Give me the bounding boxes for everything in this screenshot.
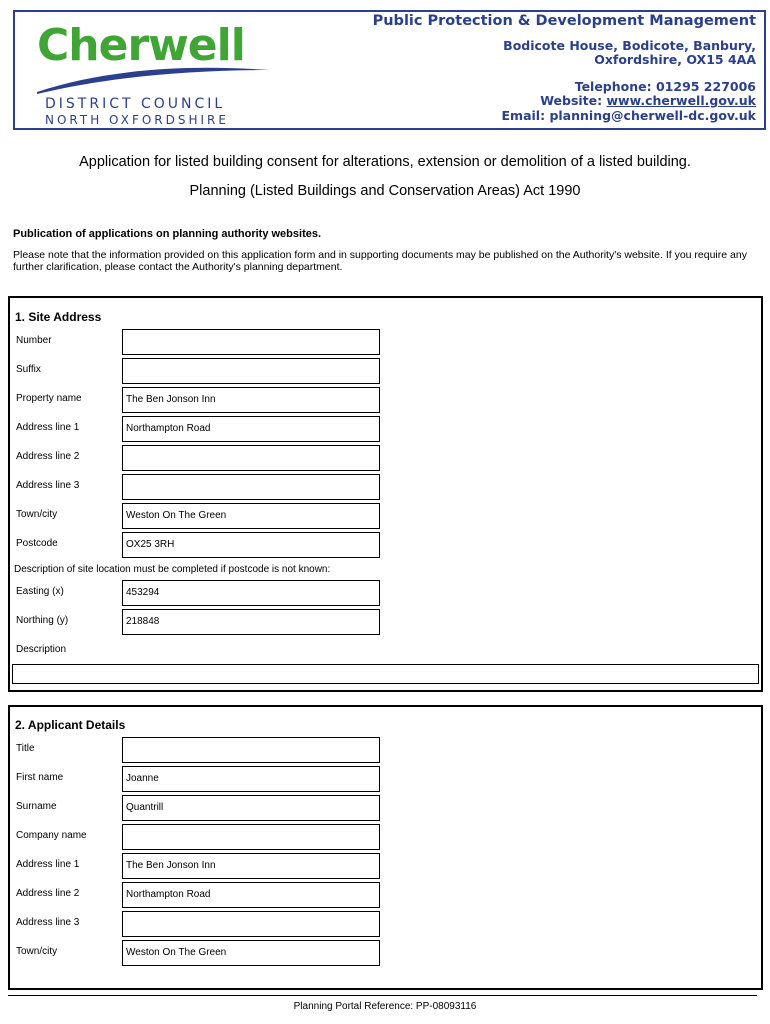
- portal-reference: Planning Portal Reference: PP-08093116: [293, 1001, 477, 1012]
- form-row-easting: [10, 580, 761, 606]
- field-label: Town/city: [16, 946, 58, 957]
- applicant-town-city-field[interactable]: Weston On The Green: [122, 940, 380, 966]
- field-label: Postcode: [16, 538, 58, 549]
- field-label: Address line 2: [16, 888, 80, 899]
- number-field[interactable]: [122, 329, 380, 355]
- form-row-number: [10, 329, 761, 355]
- easting-field[interactable]: 453294: [122, 580, 380, 606]
- footer-divider: [8, 995, 757, 996]
- logo-north-oxfordshire: NORTH OXFORDSHIRE: [45, 113, 229, 127]
- field-label: Address line 3: [16, 917, 80, 928]
- email-label: Email:: [501, 107, 550, 123]
- applicant-details-section: [8, 705, 763, 990]
- council-contact-block: [373, 14, 756, 123]
- property-name-field[interactable]: The Ben Jonson Inn: [122, 387, 380, 413]
- field-label: Easting (x): [16, 586, 64, 597]
- form-row-address-line-2: [10, 445, 761, 471]
- description-field[interactable]: [12, 664, 759, 684]
- site-address-section: [8, 296, 763, 692]
- telephone: Telephone: 01295 227006: [574, 78, 756, 94]
- website-line: [373, 94, 756, 109]
- form-row-first-name: [10, 766, 761, 792]
- field-label: Suffix: [16, 364, 41, 375]
- field-label: First name: [16, 772, 64, 783]
- form-row-town-city: [10, 940, 761, 966]
- logo-wordmark: Cherwell: [37, 20, 245, 71]
- address-line-1: Bodicote House, Bodicote, Banbury,: [503, 37, 756, 53]
- field-label: Address line 2: [16, 451, 80, 462]
- surname-field[interactable]: Quantrill: [122, 795, 380, 821]
- field-label: Address line 1: [16, 859, 80, 870]
- postcode-field[interactable]: OX25 3RH: [122, 532, 380, 558]
- form-row-northing: [10, 609, 761, 635]
- field-label: Property name: [16, 393, 82, 404]
- first-name-field[interactable]: Joanne: [122, 766, 380, 792]
- northing-field[interactable]: 218848: [122, 609, 380, 635]
- website-link[interactable]: www.cherwell.gov.uk: [606, 93, 756, 108]
- website-label: Website:: [540, 93, 607, 108]
- email-link[interactable]: planning@cherwell-dc.gov.uk: [549, 107, 756, 123]
- field-label: Town/city: [16, 509, 58, 520]
- field-label: Company name: [16, 830, 87, 841]
- logo-district-council: DISTRICT COUNCIL: [45, 96, 226, 112]
- form-row-address-line-3: [10, 474, 761, 500]
- department-name: Public Protection & Development Management: [372, 13, 756, 29]
- publication-text: Please note that the information provided on this application form and in supporting documents may be published on the Authority's website. If you require any further clarification, please contact the Authority's planning department.: [13, 249, 747, 273]
- suffix-field[interactable]: [122, 358, 380, 384]
- field-label: Title: [16, 743, 35, 754]
- form-row-postcode: [10, 532, 761, 558]
- town-city-field[interactable]: Weston On The Green: [122, 503, 380, 529]
- header-banner: [13, 10, 766, 130]
- logo-swoosh-icon: [33, 62, 273, 98]
- form-row-address-line-1: [10, 853, 761, 879]
- form-row-suffix: [10, 358, 761, 384]
- form-subtitle: Planning (Listed Buildings and Conservation Areas) Act 1990: [189, 183, 581, 199]
- field-label: Address line 1: [16, 422, 80, 433]
- form-row-title: [10, 737, 761, 763]
- applicant-address-line-2-field[interactable]: Northampton Road: [122, 882, 380, 908]
- form-row-address-line-1: [10, 416, 761, 442]
- field-label: Number: [16, 335, 52, 346]
- form-row-town-city: [10, 503, 761, 529]
- description-label: Description: [16, 644, 67, 655]
- form-row-property-name: [10, 387, 761, 413]
- field-label: Address line 3: [16, 480, 80, 491]
- field-label: Northing (y): [16, 615, 69, 626]
- section-heading: 2. Applicant Details: [15, 718, 126, 732]
- field-label: Surname: [16, 801, 57, 812]
- applicant-address-line-3-field[interactable]: [122, 911, 380, 937]
- form-row-surname: [10, 795, 761, 821]
- form-row-address-line-3: [10, 911, 761, 937]
- address-line-1-field[interactable]: Northampton Road: [122, 416, 380, 442]
- company-name-field[interactable]: [122, 824, 380, 850]
- form-row-company-name: [10, 824, 761, 850]
- address-line-2: Oxfordshire, OX15 4AA: [594, 52, 756, 67]
- applicant-address-line-1-field[interactable]: The Ben Jonson Inn: [122, 853, 380, 879]
- form-title: Application for listed building consent for alterations, extension or demolition of a listed building.: [79, 154, 691, 170]
- location-note: Description of site location must be completed if postcode is not known:: [14, 564, 331, 575]
- form-row-address-line-2: [10, 882, 761, 908]
- address-line-3-field[interactable]: [122, 474, 380, 500]
- cherwell-logo: [25, 18, 265, 126]
- address-line-2-field[interactable]: [122, 445, 380, 471]
- publication-heading: Publication of applications on planning authority websites.: [13, 228, 322, 240]
- email-line: [373, 109, 756, 124]
- title-field[interactable]: [122, 737, 380, 763]
- section-heading: 1. Site Address: [15, 310, 102, 324]
